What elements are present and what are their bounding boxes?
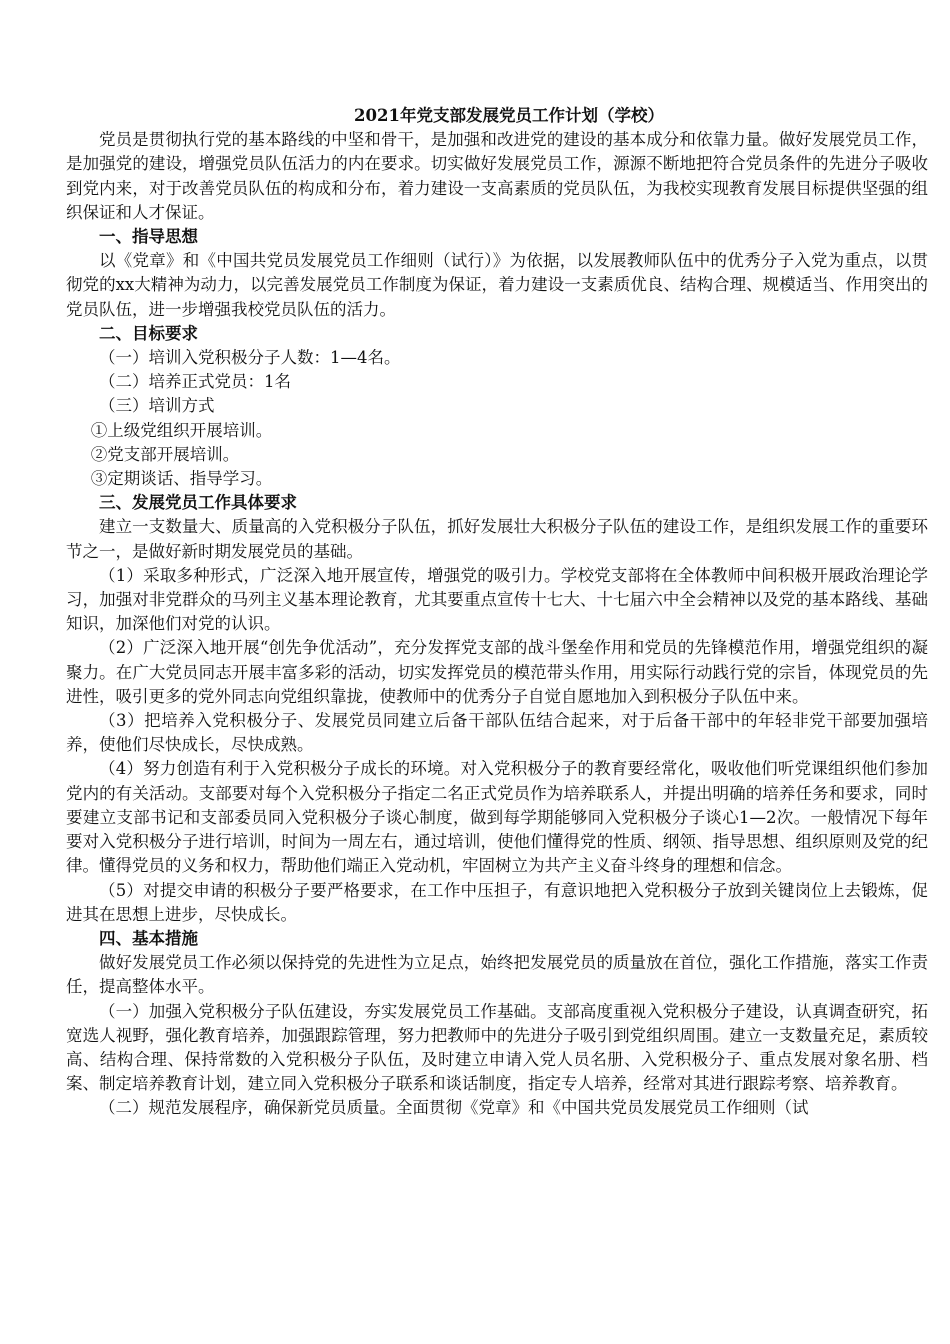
- training-method-item: ②党支部开展培训。: [90, 444, 240, 464]
- training-method-item: ③定期谈话、指导学习。: [90, 469, 273, 489]
- goal-item: （二）培养正式党员：1名: [99, 372, 291, 392]
- training-method-item: ①上级党组织开展培训。: [90, 420, 273, 440]
- document-body: [66, 104, 928, 1121]
- intro-paragraph: 党员是贯彻执行党的基本路线的中坚和骨干，是加强和改进党的建设的基本成分和依靠力量。做好发展党员工作，是加强党的建设，增强党员队伍活力的内在要求。切实做好发展党员工作，源源不断地把符合党员条件的先进分子吸收到党内来，对于改善党员队伍的构成和分布，着力建设一支高素质的党员队伍，为我校实现教育发展目标提供坚强的组织保证和人才保证。: [66, 130, 928, 222]
- requirement-paragraph: （2）广泛深入地开展“创先争优活动”，充分发挥党支部的战斗堡垒作用和党员的先锋模范作用，增强党组织的凝聚力。在广大党员同志开展丰富多彩的活动，切实发挥党员的模范带头作用，用实际行动践行党的宗旨，体现党员的先进性，吸引更多的党外同志向党组织靠拢，使教师中的优秀分子自觉自愿地加入到积极分子队伍中来。: [66, 638, 928, 706]
- requirement-paragraph: （3）把培养入党积极分子、发展党员同建立后备干部队伍结合起来，对于后备干部中的年轻非党干部要加强培养，使他们尽快成长，尽快成熟。: [66, 711, 928, 755]
- requirement-paragraph: （4）努力创造有利于入党积极分子成长的环境。对入党积极分子的教育要经常化，吸收他们听党课组织他们参加党内的有关活动。支部要对每个入党积极分子指定二名正式党员作为培养联系人，并提出明确的培养任务和要求，同时要建立支部书记和支部委员同入党积极分子谈心制度，做到每学期能够同入党积极分子谈心1—2次。一般情况下每年要对入党积极分子进行培训，时间为一周左右，通过培训，使他们懂得党的性质、纲领、指导思想、组织原则及党的纪律。懂得党员的义务和权力，帮助他们端正入党动机，牢固树立为共产主义奋斗终身的理想和信念。: [66, 759, 928, 876]
- measure-paragraph: （一）加强入党积极分子队伍建设，夯实发展党员工作基础。支部高度重视入党积极分子建设，认真调查研究，拓宽选人视野，强化教育培养，加强跟踪管理，努力把教师中的先进分子吸引到党组织周围。建立一支数量充足，素质较高、结构合理、保持常数的入党积极分子队伍，及时建立申请入党人员名册、入党积极分子、重点发展对象名册、档案、制定培养教育计划，建立同入党积极分子联系和谈话制度，指定专人培养，经常对其进行跟踪考察、培养教育。: [66, 1001, 928, 1094]
- requirement-paragraph: （1）采取多种形式，广泛深入地开展宣传，增强党的吸引力。学校党支部将在全体教师中间积极开展政治理论学习，加强对非党群众的马列主义基本理论教育，尤其要重点宣传十七大、十七届六中全会精神以及党的基本路线、基础知识，加深他们对党的认识。: [66, 565, 928, 634]
- measure-paragraph: （二）规范发展程序，确保新党员质量。全面贯彻《党章》和《中国共党员发展党员工作细则（试: [99, 1098, 809, 1118]
- requirements-intro-paragraph: 建立一支数量大、质量高的入党积极分子队伍，抓好发展壮大积极分子队伍的建设工作，是组织发展工作的重要环节之一，是做好新时期发展党员的基础。: [66, 517, 928, 561]
- section-heading-guiding-ideology: 一、指导思想: [99, 227, 198, 247]
- section-heading-goals: 二、目标要求: [99, 323, 198, 343]
- section-heading-requirements: 三、发展党员工作具体要求: [99, 493, 297, 513]
- section-heading-measures: 四、基本措施: [99, 928, 198, 948]
- measures-intro-paragraph: 做好发展党员工作必须以保持党的先进性为立足点，始终把发展党员的质量放在首位，强化工作措施，落实工作责任，提高整体水平。: [66, 953, 928, 997]
- goal-item: （三）培训方式: [99, 396, 215, 416]
- guiding-ideology-paragraph: 以《党章》和《中国共党员发展党员工作细则（试行）》为依据，以发展教师队伍中的优秀分子入党为重点，以贯彻党的xx大精神为动力，以完善发展党员工作制度为保证，着力建设一支素质优良、结构合理、规模适当、作用突出的党员队伍，进一步增强我校党员队伍的活力。: [66, 251, 928, 319]
- document-title: 2021年党支部发展党员工作计划（学校）: [354, 106, 664, 125]
- requirement-paragraph: （5）对提交申请的积极分子要严格要求，在工作中压担子，有意识地把入党积极分子放到关键岗位上去锻炼，促进其在思想上进步，尽快成长。: [66, 880, 928, 924]
- goal-item: （一）培训入党积极分子人数：1—4名。: [99, 348, 401, 368]
